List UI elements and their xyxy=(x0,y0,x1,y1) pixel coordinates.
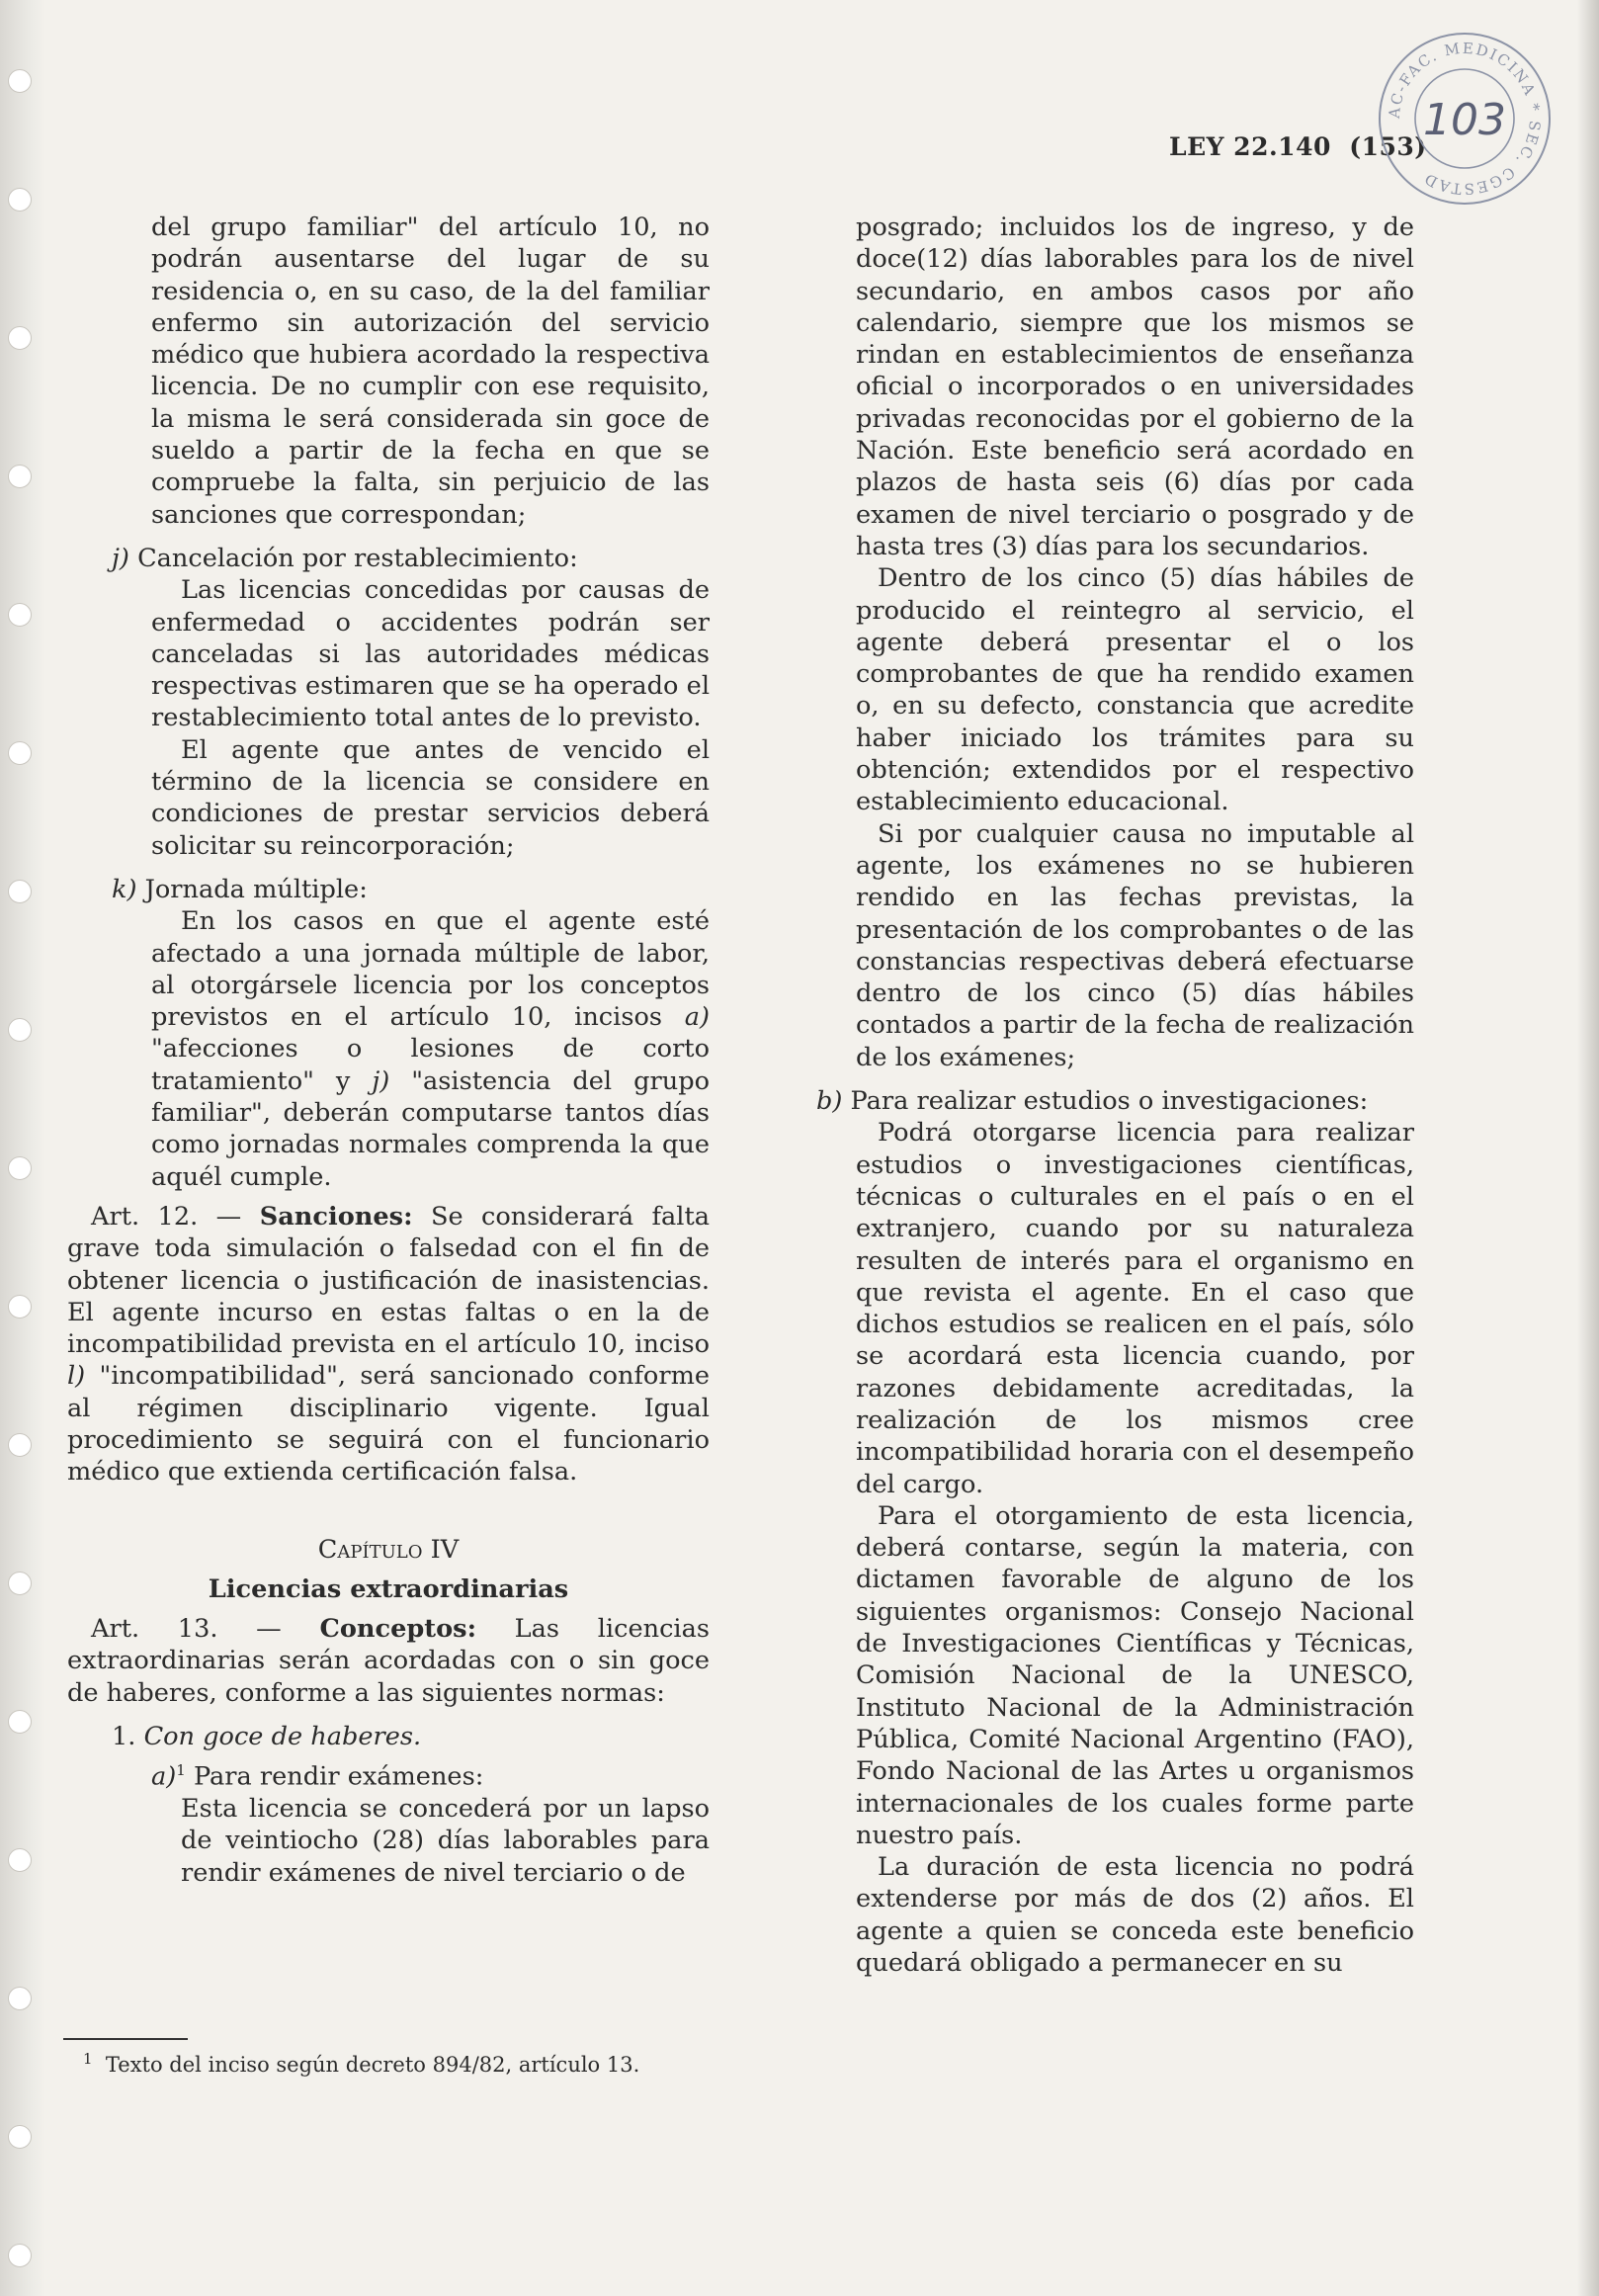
punch-hole xyxy=(8,188,32,212)
item-body xyxy=(816,212,1414,1073)
item-marker: k) xyxy=(112,874,137,904)
item-marker: j) xyxy=(112,543,129,573)
punch-hole xyxy=(8,1156,32,1180)
svg-text:AC-FAC. MEDICINA * SEC. CGESTA: AC-FAC. MEDICINA * SEC. CGESTAD xyxy=(1385,39,1545,199)
paragraph: posgrado; incluidos los de ingreso, y de doce(12) días laborables para los de nivel secundario, en ambos casos por año calendario, siempre que los mismos se rindan en establecimientos de enseñanza oficial o incorporados o en universidades privadas reconocidas por el gobierno de la Nación. Este beneficio será acordado en plazos de hasta seis (6) días por cada examen de nivel terciario o posgrado y de hasta tres (3) días para los secundarios. xyxy=(856,213,1414,561)
footnote-ref: 1 xyxy=(176,1761,186,1780)
item-body xyxy=(67,905,710,1193)
page-reference: (153) xyxy=(1349,132,1427,161)
binding-margin xyxy=(0,0,45,2296)
footnote xyxy=(83,2050,639,2077)
item-title: Para realizar estudios o investigaciones: xyxy=(850,1086,1369,1117)
footnote-text: Texto del inciso según decreto 894/82, artículo 13. xyxy=(105,2053,640,2077)
punch-hole xyxy=(8,1710,32,1734)
text-run: "incompatibilidad", será sancionado conforme al régimen disciplinario vigente. Igual procedimiento se seguirá con el funcionario médico que extienda certificación falsa. xyxy=(67,1361,710,1488)
footnote-marker: 1 xyxy=(83,2050,93,2068)
list-item-j xyxy=(67,543,710,574)
paragraph: El agente que antes de vencido el término de la licencia se considere en condiciones de prestar servicios deberá solicitar su reincorporación; xyxy=(151,734,710,861)
article-label: Art. 12. — xyxy=(91,1201,242,1232)
punch-hole xyxy=(8,1018,32,1042)
article-12 xyxy=(67,1201,710,1488)
paragraph: Dentro de los cinco (5) días hábiles de producido el reintegro al servicio, el agente deberá presentar el o los comprobantes de que ha rendido examen o, en su defecto, constancia que acredite haber iniciado los trámites para su obtención; extendidos por el respectivo establecimiento educacional. xyxy=(856,563,1414,817)
paragraph: La duración de esta licencia no podrá extenderse por más de dos (2) años. El agente a quien se conceda este beneficio quedará obligado a permanecer en su xyxy=(856,1852,1414,1979)
list-item-a xyxy=(67,1754,710,1793)
paragraph: Podrá otorgarse licencia para realizar estudios o investigaciones científicas, técnicas o culturales en el país o en el extranjero, cuando por su naturaleza resulten de interés para el organismo en que revista el agente. En el caso que dichos estudios se realicen en el país, sólo se acordará esta licencia cuando, por razones debidamente acreditadas, la realización de los mismos cree incompatibilidad horaria con el desempeño del cargo. xyxy=(856,1118,1414,1499)
punch-hole xyxy=(8,880,32,903)
text-run-italic: j) xyxy=(372,1065,390,1096)
article-label: Art. 13. — xyxy=(91,1614,282,1645)
left-column xyxy=(67,212,710,1889)
paragraph: Esta licencia se concederá por un lapso de veintiocho (28) días laborables para rendir exámenes de nivel terciario o de xyxy=(181,1794,710,1888)
numbered-item-1 xyxy=(67,1721,710,1752)
item-marker: 1. xyxy=(112,1722,136,1752)
footnote-rule xyxy=(63,2038,188,2040)
list-item-b xyxy=(816,1085,1414,1117)
paragraph: Para el otorgamiento de esta licencia, deberá contarse, según la materia, con dictamen favorable de alguno de los siguientes organismos: Consejo Nacional de Investigaciones Científicas y Técnicas, Comisión Nacional de la UNESCO, Instituto Nacional de la Administración Pública, Comité Nacional Argentino (FAO), Fondo Nacional de las Artes u organismos internacionales de los cuales forme parte nuestro país. xyxy=(856,1500,1414,1850)
punch-hole xyxy=(8,69,32,93)
item-body xyxy=(67,574,710,862)
law-title: LEY 22.140 xyxy=(1169,132,1331,161)
page-edge-shadow xyxy=(1577,0,1599,2296)
chapter-number: Capítulo IV xyxy=(317,1534,460,1565)
paragraph xyxy=(151,905,710,1193)
punch-hole xyxy=(8,741,32,765)
svg-text:103: 103 xyxy=(1423,95,1506,145)
article-13 xyxy=(67,1613,710,1709)
item-title: Para rendir exámenes: xyxy=(193,1761,484,1792)
item-title: Jornada múltiple: xyxy=(144,874,368,904)
item-marker: b) xyxy=(816,1086,843,1117)
paragraph: Si por cualquier causa no imputable al agente, los exámenes no se hubieren rendido en las fechas previstas, la presentación de los comprobantes o de las constancias respectivas deberá efectuarse dentro de los cinco (5) días hábiles contados a partir de la fecha de realización de los exámenes; xyxy=(856,818,1414,1072)
article-heading: Conceptos: xyxy=(319,1614,477,1645)
punch-hole xyxy=(8,326,32,350)
paragraph: Las licencias concedidas por causas de enfermedad o accidentes podrán ser canceladas si las autoridades médicas respectivas estimaren que se ha operado el restablecimiento total antes de lo previsto. xyxy=(151,575,710,733)
punch-hole xyxy=(8,1295,32,1318)
item-title: Con goce de haberes. xyxy=(143,1722,422,1752)
item-marker: a) xyxy=(151,1761,177,1792)
punch-hole xyxy=(8,1848,32,1872)
punch-hole xyxy=(8,603,32,627)
text-run: Las licencias extraordinarias serán acordadas con o sin goce de haberes, conforme a las siguientes normas: xyxy=(67,1614,710,1708)
text-run-italic: l) xyxy=(67,1361,86,1392)
punch-hole xyxy=(8,465,32,488)
article-heading: Sanciones: xyxy=(259,1201,413,1232)
text-run: "afecciones o lesiones de corto tratamiento" y xyxy=(151,1034,710,1096)
text-run-italic: a) xyxy=(684,1002,710,1033)
chapter-title: Licencias extraordinarias xyxy=(208,1573,569,1604)
right-column xyxy=(816,212,1414,1979)
item-title: Cancelación por restablecimiento: xyxy=(137,543,578,573)
text-run: "asistencia del grupo familiar", deberán computarse tantos días como jornadas normales comprenda la que aquél cumple. xyxy=(151,1065,710,1192)
text-run: Se considerará falta grave toda simulación o falsedad con el fin de obtener licencia o justificación de inasistencias. El agente incurso en estas faltas o en la de incompatibilidad prevista en el artículo 10, inciso xyxy=(67,1201,710,1360)
punch-hole xyxy=(8,2125,32,2149)
item-body xyxy=(816,1117,1414,1979)
punch-hole xyxy=(8,2244,32,2267)
paragraph: del grupo familiar" del artículo 10, no podrán ausentarse del lugar de su residencia o, en su caso, de la del familiar enfermo sin autorización del servicio médico que hubiera acordado la respectiva licencia. De no cumplir con ese requisito, la misma le será considerada sin goce de sueldo a partir de la fecha en que se compruebe la falta, sin perjuicio de las sanciones que correspondan; xyxy=(151,213,710,530)
punch-hole xyxy=(8,1572,32,1595)
punch-hole xyxy=(8,1433,32,1457)
list-item-k xyxy=(67,874,710,905)
punch-hole xyxy=(8,1987,32,2010)
text-run: En los casos en que el agente esté afectado a una jornada múltiple de labor, al otorgársele licencia por los conceptos previstos en el artículo 10, incisos xyxy=(151,906,710,1033)
library-stamp xyxy=(1374,28,1556,210)
